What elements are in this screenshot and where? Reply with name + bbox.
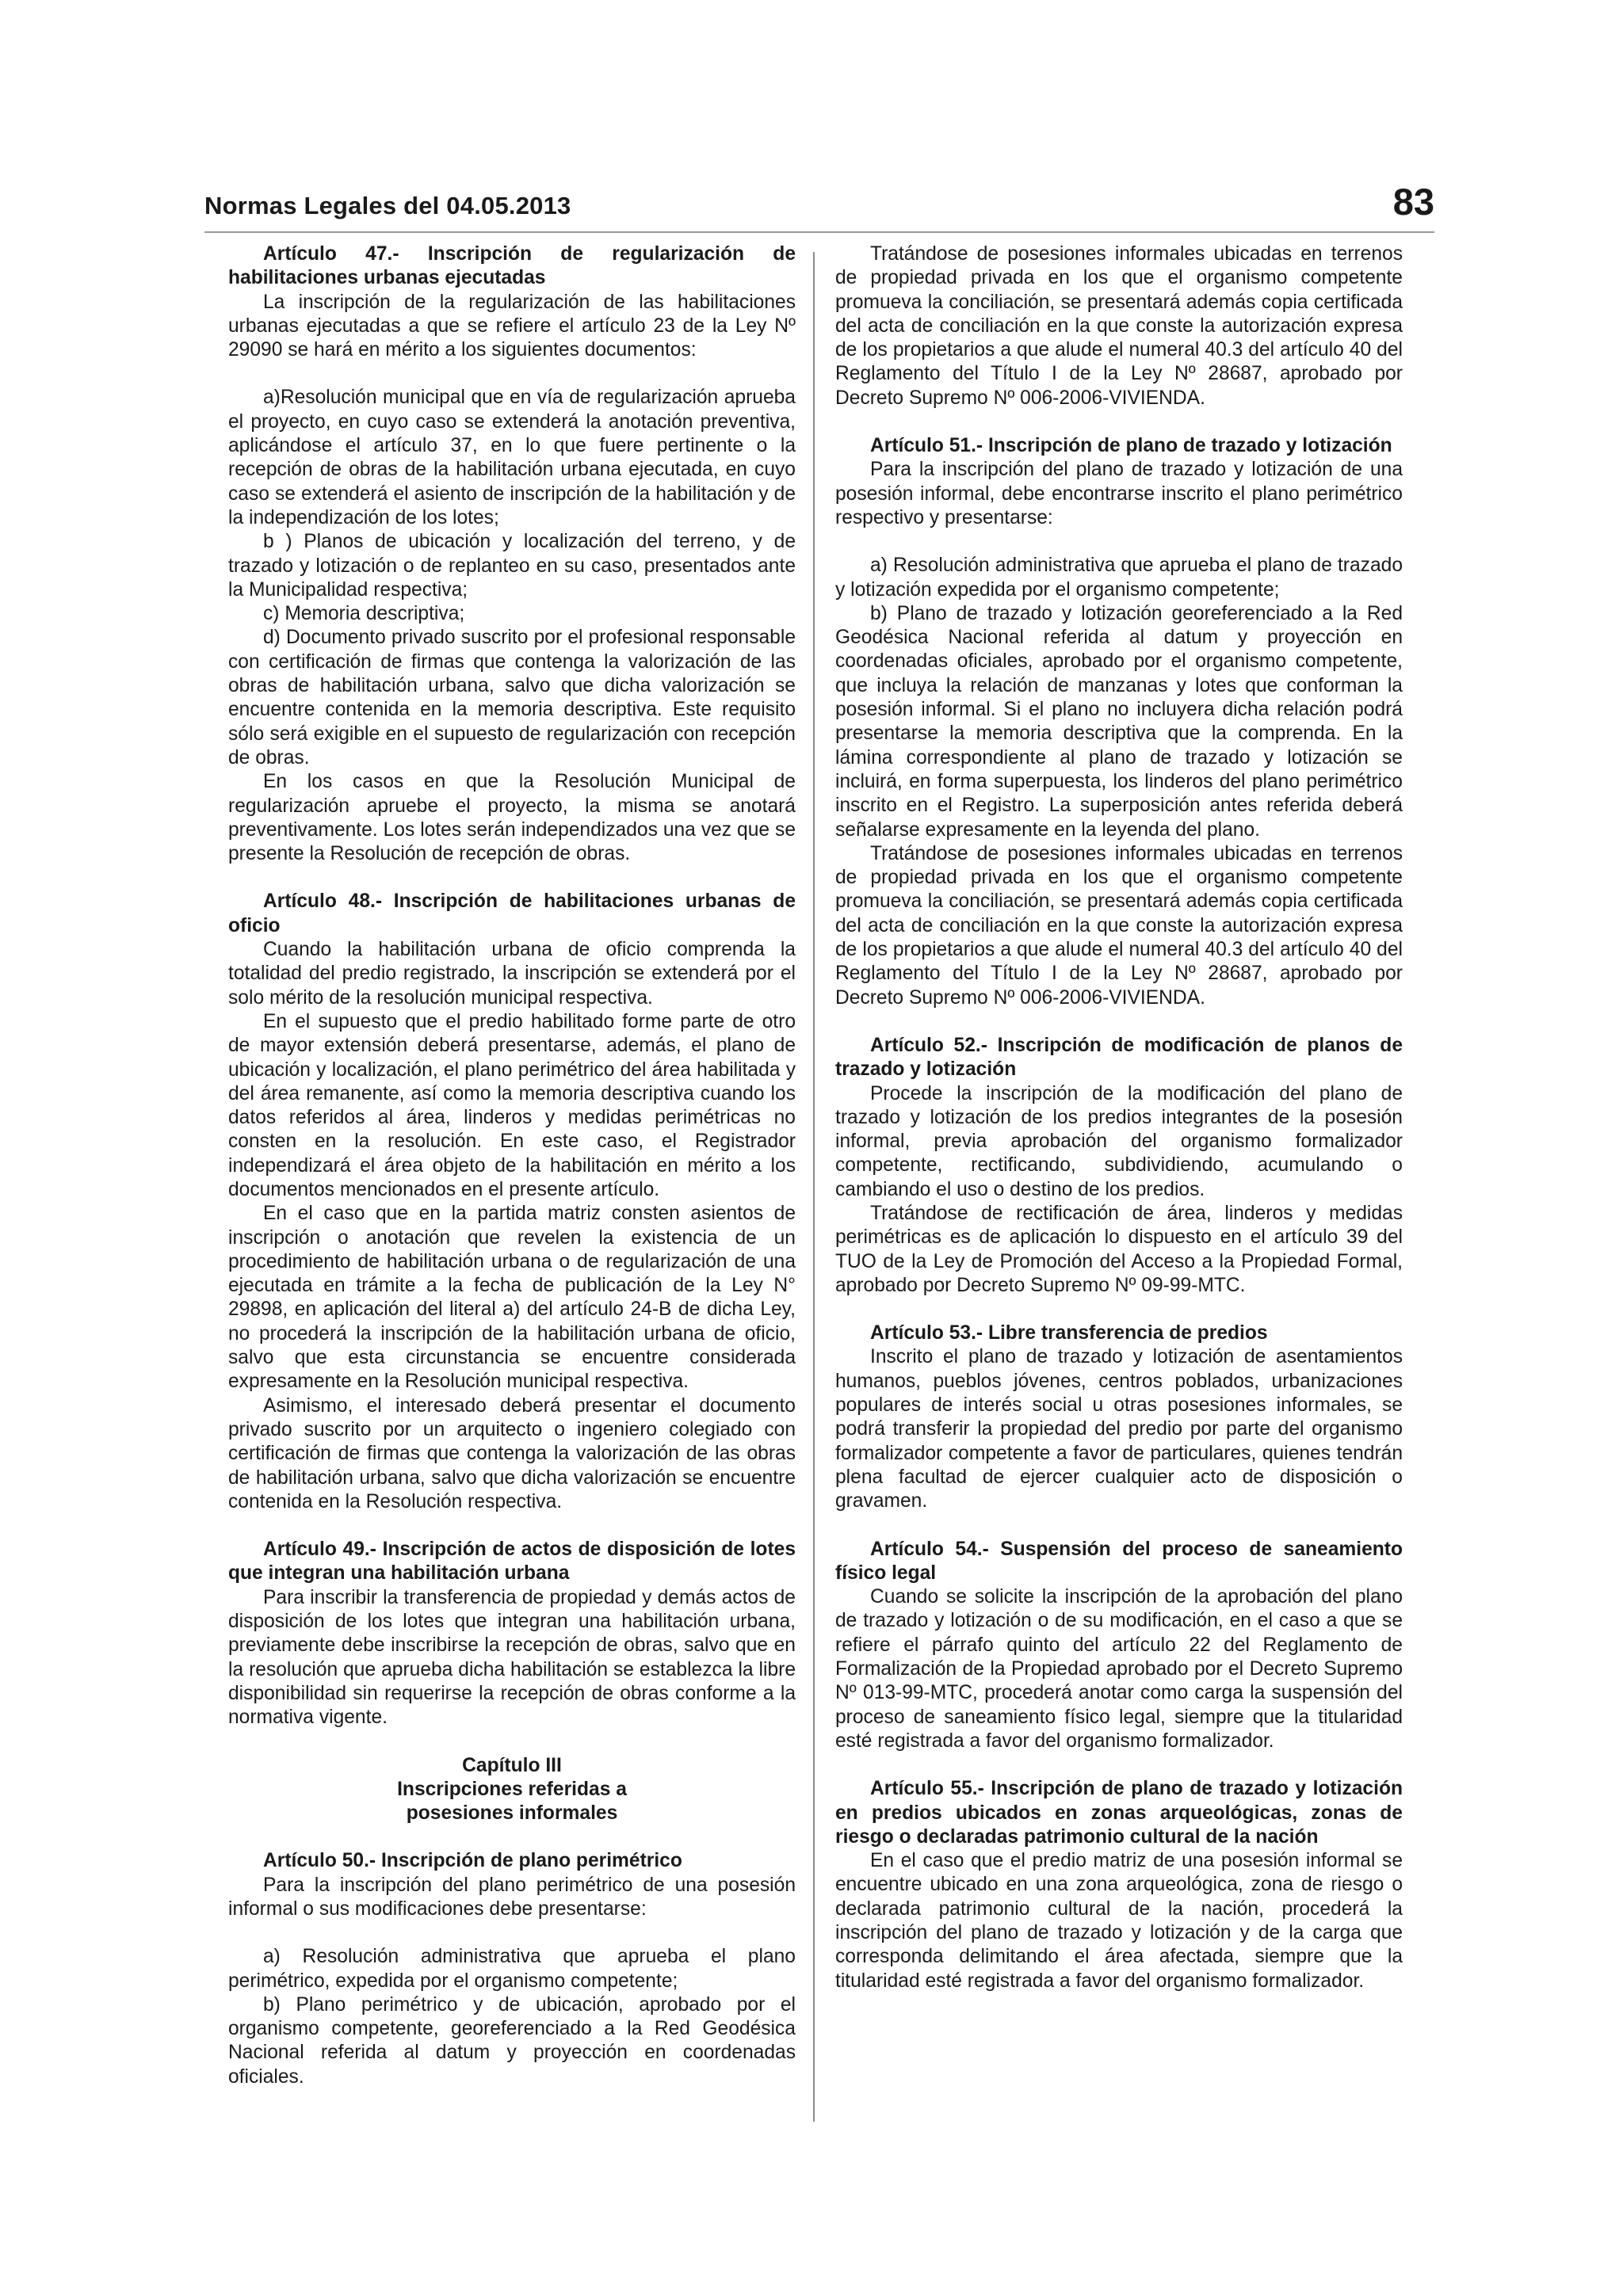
paragraph: Asimismo, el interesado deberá presentar el documento privado suscrito por un arquitecto o ingeniero colegiado con certificación de firmas que contenga la valorización de las obras de habilitación urbana, salvo que dicha valorización se encuentre contenida en la Resolución respectiva.	[228, 1394, 796, 1512]
article-title: Artículo 55.- Inscripción de plano de trazado y lotización en predios ubicados en zonas arqueológicas, zonas de riesgo o declaradas patrimonio cultural de la nación	[835, 1778, 1403, 1848]
article-47	[228, 242, 796, 866]
paragraph: a) Resolución administrativa que aprueba el plano de trazado y lotización expedida por el organismo competente;	[835, 555, 1403, 601]
chapter-heading-line: posesiones informales	[406, 1802, 618, 1825]
article-title: Artículo 49.- Inscripción de actos de disposición de lotes que integran una habilitación urbana	[228, 1539, 796, 1585]
paragraph: Tratándose de rectificación de área, linderos y medidas perimétricas es de aplicación lo dispuesto en el artículo 39 del TUO de la Ley de Promoción del Acceso a la Propiedad Formal, aprobado por Decreto Supremo Nº 09-99-MTC.	[835, 1202, 1403, 1296]
paragraph: d) Documento privado suscrito por el profesional responsable con certificación de firmas que contenga la valorización de las obras de habilitación urbana, salvo que dicha valorización se encuentre contenida en la memoria descriptiva. Este requisito sólo será exigible en el supuesto de regularización con recepción de obras.	[228, 627, 796, 769]
right-column	[835, 242, 1403, 2017]
article-title: Artículo 53.- Libre transferencia de predios	[870, 1322, 1268, 1344]
column-divider	[813, 252, 815, 2122]
article-49	[228, 1538, 796, 1730]
left-column	[228, 242, 796, 2113]
article-title: Artículo 48.- Inscripción de habilitaciones urbanas de oficio	[228, 891, 796, 936]
paragraph: Inscrito el plano de trazado y lotización de asentamientos humanos, pueblos jóvenes, centros poblados, urbanizaciones populares de interés social u otras posesiones informales, se podrá transferir la propiedad del predio por parte del organismo formalizador competente a favor de particulares, quienes tendrán plena facultad de ejercer cualquier acto de disposición o gravamen.	[835, 1346, 1403, 1512]
paragraph: b) Plano de trazado y lotización georeferenciado a la Red Geodésica Nacional referida al datum y proyección en coordenadas oficiales, aprobado por el organismo competente, que incluya la relación de manzanas y lotes que conforman la posesión informal. Si el plano no incluyera dicha relación podrá presentarse la memoria descriptiva que la comprenda. En la lámina correspondiente al plano de trazado y lotización se incluirá, en forma superpuesta, los linderos del plano perimétrico inscrito en el Registro. La superposición antes referida deberá señalarse expresamente en la leyenda del plano.	[835, 602, 1403, 841]
paragraph: Para inscribir la transferencia de propiedad y demás actos de disposición de los lotes que integran una habilitación urbana, previamente debe inscribirse la recepción de obras, salvo que en la resolución que aprueba dicha habilitación se establezca la libre disponibilidad sin requerirse la recepción de obras conforme a la normativa vigente.	[228, 1586, 796, 1729]
chapter-heading-line: Capítulo III	[462, 1754, 562, 1776]
paragraph: Cuando se solicite la inscripción de la aprobación del plano de trazado y lotización o de su modificación, en el caso a que se refiere el párrafo quinto del artículo 22 del Reglamento de Formalización de la Propiedad aprobado por el Decreto Supremo Nº 013-99-MTC, procederá anotar como carga la suspensión del proceso de saneamiento físico legal, siempre que la titularidad esté registrada a favor del organismo formalizador.	[835, 1586, 1403, 1752]
paragraph: Para la inscripción del plano perimétrico de una posesión informal o sus modificaciones debe presentarse:	[228, 1874, 796, 1920]
article-51	[835, 434, 1403, 1010]
article-50	[228, 1849, 796, 2089]
article-continuation	[835, 242, 1403, 410]
paragraph: En el supuesto que el predio habilitado forme parte de otro de mayor extensión deberá presentarse, además, el plano de ubicación y localización, el plano perimétrico del área habilitada y del área remanente, así como la memoria descriptiva cuando los datos referidos al área, linderos y medidas perimétricas no consten en la resolución. En este caso, el Registrador independizará el área objeto de la habilitación en mérito a los documentos mencionados en el presente artículo.	[228, 1010, 796, 1200]
paragraph: b ) Planos de ubicación y localización del terreno, y de trazado y lotización o de replanteo en su caso, presentados ante la Municipalidad respectiva;	[228, 531, 796, 601]
paragraph: b) Plano perimétrico y de ubicación, aprobado por el organismo competente, georeferenciado a la Red Geodésica Nacional referida al datum y proyección en coordenadas oficiales.	[228, 1993, 796, 2088]
header-rule	[204, 231, 1434, 233]
page-number: 83	[1392, 181, 1434, 223]
paragraph-gap	[228, 362, 796, 386]
paragraph: En el caso que en la partida matriz consten asientos de inscripción o anotación que revelen la existencia de un procedimiento de habilitación urbana o de regularización de una ejecutada en trámite a la fecha de publicación de la Ley N° 29898, en aplicación del literal a) del artículo 24-B de dicha Ley, no procederá la inscripción de la habilitación urbana de oficio, salvo que esta circunstancia se encuentre considerada expresamente en la Resolución municipal respectiva.	[228, 1203, 796, 1393]
article-54	[835, 1538, 1403, 1754]
paragraph: a)Resolución municipal que en vía de regularización aprueba el proyecto, en cuyo caso se extenderá la anotación preventiva, aplicándose el artículo 37, en lo que fuere pertinente o la recepción de obras de la habilitación urbana ejecutada, en cuyo caso se extenderá el asiento de inscripción de la habilitación y de la independización de los lotes;	[228, 387, 796, 528]
chapter-heading	[228, 1754, 796, 1826]
chapter-heading-line: Inscripciones referidas a	[397, 1778, 627, 1800]
paragraph: Para la inscripción del plano de trazado y lotización de una posesión informal, debe encontrarse inscrito el plano perimétrico respectivo y presentarse:	[835, 459, 1403, 528]
paragraph: En los casos en que la Resolución Municipal de regularización apruebe el proyecto, la misma se anotará preventivamente. Los lotes serán independizados una vez que se presente la Resolución de recepción de obras.	[228, 771, 796, 865]
article-title: Artículo 47.- Inscripción de regularización de habilitaciones urbanas ejecutadas	[228, 243, 796, 289]
article-48	[228, 890, 796, 1514]
paragraph: Tratándose de posesiones informales ubicadas en terrenos de propiedad privada en los que el organismo competente promueva la conciliación, se presentará además copia certificada del acta de conciliación en la que conste la autorización expresa de los propietarios a que alude el numeral 40.3 del artículo 40 del Reglamento del Título I de la Ley Nº 28687, aprobado por Decreto Supremo Nº 006-2006-VIVIENDA.	[835, 243, 1403, 409]
paragraph-gap	[228, 1921, 796, 1945]
page-header	[204, 176, 1434, 231]
paragraph: En el caso que el predio matriz de una posesión informal se encuentre ubicado en una zona arqueológica, zona de riesgo o declarada patrimonio cultural de la nación, procederá la inscripción del plano de trazado y lotización y de la carga que corresponda delimitando el área afectada, siempre que la titularidad esté registrada a favor del organismo formalizador.	[835, 1850, 1403, 1992]
paragraph: Tratándose de posesiones informales ubicadas en terrenos de propiedad privada en los que el organismo competente promueva la conciliación, se presentará además copia certificada del acta de conciliación en la que conste la autorización expresa de los propietarios a que alude el numeral 40.3 del artículo 40 del Reglamento del Título I de la Ley Nº 28687, aprobado por Decreto Supremo Nº 006-2006-VIVIENDA.	[835, 842, 1403, 1009]
paragraph: Cuando la habilitación urbana de oficio comprenda la totalidad del predio registrado, la inscripción se extenderá por el solo mérito de la resolución municipal respectiva.	[228, 939, 796, 1009]
article-title: Artículo 52.- Inscripción de modificación de planos de trazado y lotización	[835, 1034, 1403, 1081]
paragraph-gap	[835, 530, 1403, 554]
paragraph: a) Resolución administrativa que aprueba el plano perimétrico, expedida por el organismo competente;	[228, 1946, 796, 1992]
article-52	[835, 1034, 1403, 1298]
article-title: Artículo 51.- Inscripción de plano de trazado y lotización	[870, 435, 1392, 457]
article-55	[835, 1777, 1403, 1993]
article-title: Artículo 54.- Suspensión del proceso de saneamiento físico legal	[835, 1538, 1403, 1584]
paragraph: c) Memoria descriptiva;	[263, 603, 465, 625]
article-title: Artículo 50.- Inscripción de plano perimétrico	[263, 1850, 682, 1872]
paragraph: La inscripción de la regularización de las habilitaciones urbanas ejecutadas a que se refiere el artículo 23 de la Ley Nº 29090 se hará en mérito a los siguientes documentos:	[228, 291, 796, 361]
paragraph: Procede la inscripción de la modificación del plano de trazado y lotización de los predios integrantes de la posesión informal, previa aprobación del organismo formalizador competente, rectificando, subdividiendo, acumulando o cambiando el uso o destino de los predios.	[835, 1082, 1403, 1200]
publication-title: Normas Legales del 04.05.2013	[204, 192, 571, 219]
article-53	[835, 1322, 1403, 1513]
